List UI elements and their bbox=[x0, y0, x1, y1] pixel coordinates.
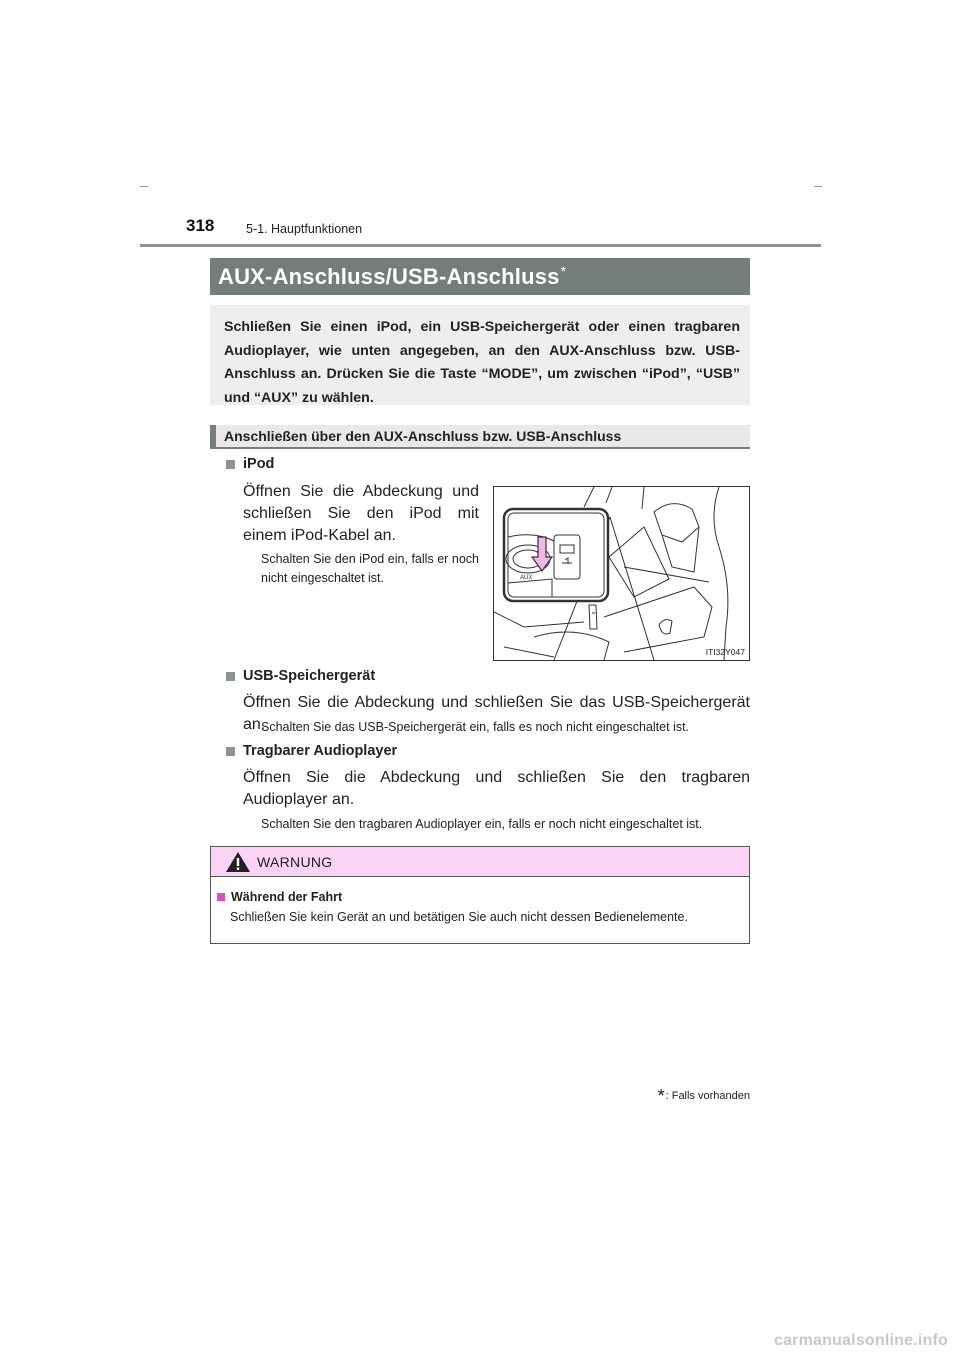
intro-text: Schließen Sie einen iPod, ein USB-Speichergerät oder einen tragbaren Audioplayer, wie unten angegeben, an den AUX-Anschluss bzw. USB-Anschluss an. Drücken Sie die Taste “MODE”, um zwischen “iPod”, “USB” und “AUX” zu wählen. bbox=[224, 319, 740, 406]
item-note-ipod: Schalten Sie den iPod ein, falls er noch nicht eingeschaltet ist. bbox=[261, 552, 479, 585]
item-text-usb: Öffnen Sie die Abdeckung und schließen Sie das USB-Speichergerät an. bbox=[243, 694, 750, 733]
item-heading-text: Tragbarer Audioplayer bbox=[243, 743, 398, 759]
crop-mark-right bbox=[814, 186, 822, 187]
warning-box bbox=[210, 846, 750, 944]
item-heading-portable-player bbox=[226, 743, 397, 759]
item-text-ipod: Öffnen Sie die Abdeckung und schließen Sie den iPod mit einem iPod-Kabel an. bbox=[243, 483, 479, 544]
warning-header bbox=[211, 847, 749, 877]
console-illustration bbox=[494, 487, 749, 660]
section-title: AUX-Anschluss/USB-Anschluss bbox=[218, 263, 560, 289]
warning-item-text: Schließen Sie kein Gerät an und betätigen Sie auch nicht dessen Bedienelemente. bbox=[230, 910, 688, 924]
square-bullet-icon bbox=[226, 460, 235, 469]
warning-title: WARNUNG bbox=[257, 853, 333, 870]
intro-box bbox=[210, 305, 750, 405]
footnote bbox=[658, 1085, 750, 1106]
square-bullet-icon bbox=[226, 747, 235, 756]
section-reference: 5-1. Hauptfunktionen bbox=[246, 222, 363, 236]
section-title-bar bbox=[210, 258, 750, 295]
title-asterisk: * bbox=[560, 262, 567, 279]
warning-triangle-icon bbox=[225, 851, 251, 873]
crop-mark-left bbox=[140, 186, 148, 187]
magenta-square-icon bbox=[217, 893, 225, 901]
warning-item-heading-text: Während der Fahrt bbox=[231, 890, 343, 904]
header-rule bbox=[140, 244, 821, 247]
subheading-bar bbox=[210, 425, 750, 449]
page-number: 318 bbox=[186, 216, 215, 235]
watermark: carmanualsonline.info bbox=[773, 1332, 948, 1349]
item-heading-usb bbox=[226, 668, 375, 684]
item-heading-ipod bbox=[226, 456, 274, 472]
footnote-asterisk: * bbox=[657, 1086, 665, 1106]
warning-item-heading bbox=[217, 890, 342, 904]
figure-usb-port bbox=[493, 486, 750, 661]
figure-id: ITI32Y047 bbox=[705, 647, 745, 657]
footnote-text: : Falls vorhanden bbox=[665, 1089, 750, 1102]
item-note-usb: Schalten Sie das USB-Speichergerät ein, falls es noch nicht eingeschaltet ist. bbox=[261, 720, 690, 734]
item-heading-text: iPod bbox=[243, 456, 275, 472]
square-bullet-icon bbox=[226, 672, 235, 681]
item-note-portable-player: Schalten Sie den tragbaren Audioplayer ein, falls er noch nicht eingeschaltet ist. bbox=[261, 817, 703, 831]
item-text-portable-player: Öffnen Sie die Abdeckung und schließen Sie den tragbaren Audioplayer an. bbox=[243, 769, 750, 808]
aux-label: AUX bbox=[520, 575, 533, 581]
subheading: Anschließen über den AUX-Anschluss bzw. USB-Anschluss bbox=[224, 428, 622, 444]
item-heading-text: USB-Speichergerät bbox=[243, 668, 376, 684]
